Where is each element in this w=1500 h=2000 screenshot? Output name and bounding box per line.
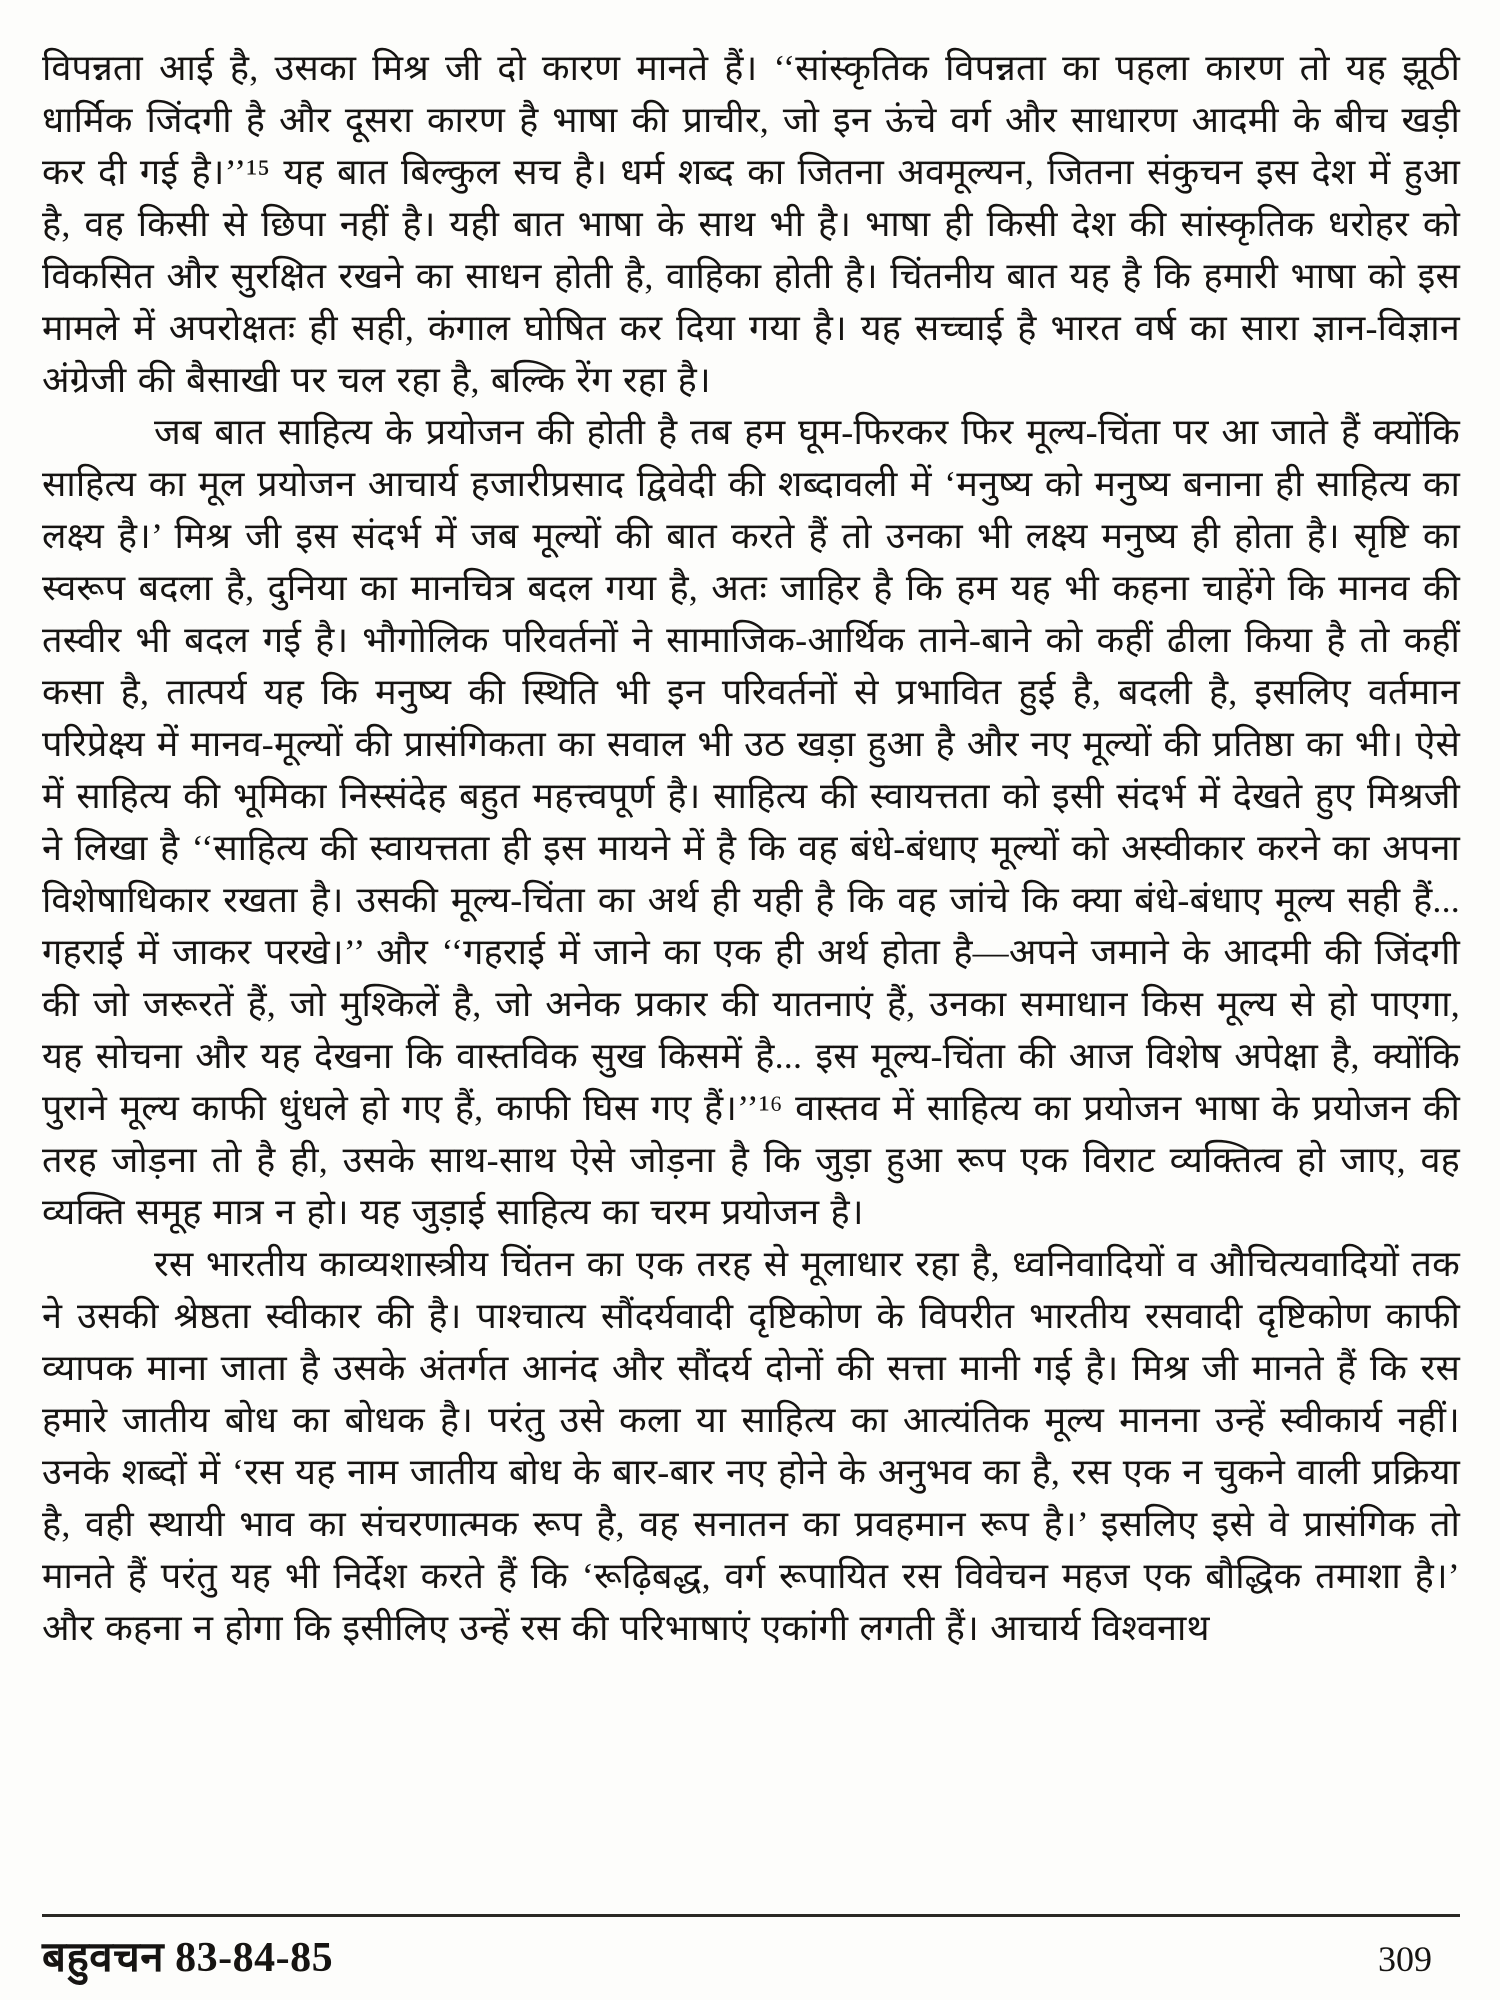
- paragraph-3: रस भारतीय काव्यशास्त्रीय चिंतन का एक तरह से मूलाधार रहा है, ध्वनिवादियों व औचित्यवादियों तक ने उसकी श्रेष्ठता स्वीकार की है। पाश्चात्य सौंदर्यवादी दृष्टिकोण के विपरीत भारतीय रसवादी दृष्टिकोण काफी व्यापक माना जाता है उसके अंतर्गत आनंद और सौंदर्य दोनों की सत्ता मानी गई है। मिश्र जी मानते हैं कि रस हमारे जातीय बोध का बोधक है। परंतु उसे कला या साहित्य का आत्यंतिक मूल्य मानना उन्हें स्वीकार्य नहीं। उनके शब्दों में ‘रस यह नाम जातीय बोध के बार-बार नए होने के अनुभव का है, रस एक न चुकने वाली प्रक्रिया है, वही स्थायी भाव का संचरणात्मक रूप है, वह सनातन का प्रवहमान रूप है।’ इसलिए इसे वे प्रासंगिक तो मानते हैं परंतु यह भी निर्देश करते हैं कि ‘रूढ़िबद्ध, वर्ग रूपायित रस विवेचन महज एक बौद्धिक तमाशा है।’ और कहना न होगा कि इसीलिए उन्हें रस की परिभाषाएं एकांगी लगती हैं। आचार्य विश्वनाथ: [42, 1244, 1460, 1648]
- body-text: [42, 42, 1460, 1654]
- page-footer: [42, 1914, 1460, 1984]
- paragraph-2: जब बात साहित्य के प्रयोजन की होती है तब हम घूम-फिरकर फिर मूल्य-चिंता पर आ जाते हैं क्योंकि साहित्य का मूल प्रयोजन आचार्य हजारीप्रसाद द्विवेदी की शब्दावली में ‘मनुष्य को मनुष्य बनाना ही साहित्य का लक्ष्य है।’ मिश्र जी इस संदर्भ में जब मूल्यों की बात करते हैं तो उनका भी लक्ष्य मनुष्य ही होता है। सृष्टि का स्वरूप बदला है, दुनिया का मानचित्र बदल गया है, अतः जाहिर है कि हम यह भी कहना चाहेंगे कि मानव की तस्वीर भी बदल गई है। भौगोलिक परिवर्तनों ने सामाजिक-आर्थिक ताने-बाने को कहीं ढीला किया है तो कहीं कसा है, तात्पर्य यह कि मनुष्य की स्थिति भी इन परिवर्तनों से प्रभावित हुई है, बदली है, इसलिए वर्तमान परिप्रेक्ष्य में मानव-मूल्यों की प्रासंगिकता का सवाल भी उठ खड़ा हुआ है और नए मूल्यों की प्रतिष्ठा का भी। ऐसे में साहित्य की भूमिका निस्संदेह बहुत महत्त्वपूर्ण है। साहित्य की स्वायत्तता को इसी संदर्भ में देखते हुए मिश्रजी ने लिखा है ‘‘साहित्य की स्वायत्तता ही इस मायने में है कि वह बंधे-बंधाए मूल्यों को अस्वीकार करने का अपना विशेषाधिकार रखता है। उसकी मूल्य-चिंता का अर्थ ही यही है कि वह जांचे कि क्या बंधे-बंधाए मूल्य सही हैं... गहराई में जाकर परखे।’’ और ‘‘गहराई में जाने का एक ही अर्थ होता है—अपने जमाने के आदमी की जिंदगी की जो जरूरतें हैं, जो मुश्किलें है, जो अनेक प्रकार की यातनाएं हैं, उनका समाधान किस मूल्य से हो पाएगा, यह सोचना और यह देखना कि वास्तविक सुख किसमें है... इस मूल्य-चिंता की आज विशेष अपेक्षा है, क्योंकि पुराने मूल्य काफी धुंधले हो गए हैं, काफी घिस गए हैं।’’¹⁶ वास्तव में साहित्य का प्रयोजन भाषा के प्रयोजन की तरह जोड़ना तो है ही, उसके साथ-साथ ऐसे जोड़ना है कि जुड़ा हुआ रूप एक विराट व्यक्तित्व हो जाए, वह व्यक्ति समूह मात्र न हो। यह जुड़ाई साहित्य का चरम प्रयोजन है।: [42, 412, 1460, 1232]
- journal-title: बहुवचन 83-84-85: [42, 1935, 334, 1981]
- footer-row: [42, 1927, 1460, 1984]
- paragraph-1: विपन्नता आई है, उसका मिश्र जी दो कारण मानते हैं। ‘‘सांस्कृतिक विपन्नता का पहला कारण तो यह झूठी धार्मिक जिंदगी है और दूसरा कारण है भाषा की प्राचीर, जो इन ऊंचे वर्ग और साधारण आदमी के बीच खड़ी कर दी गई है।’’¹⁵ यह बात बिल्कुल सच है। धर्म शब्द का जितना अवमूल्यन, जितना संकुचन इस देश में हुआ है, वह किसी से छिपा नहीं है। यही बात भाषा के साथ भी है। भाषा ही किसी देश की सांस्कृतिक धरोहर को विकसित और सुरक्षित रखने का साधन होती है, वाहिका होती है। चिंतनीय बात यह है कि हमारी भाषा को इस मामले में अपरोक्षतः ही सही, कंगाल घोषित कर दिया गया है। यह सच्चाई है भारत वर्ष का सारा ज्ञान-विज्ञान अंग्रेजी की बैसाखी पर चल रहा है, बल्कि रेंग रहा है।: [42, 48, 1460, 400]
- footer-divider: [42, 1914, 1460, 1917]
- page-number: 309: [1378, 1939, 1432, 1979]
